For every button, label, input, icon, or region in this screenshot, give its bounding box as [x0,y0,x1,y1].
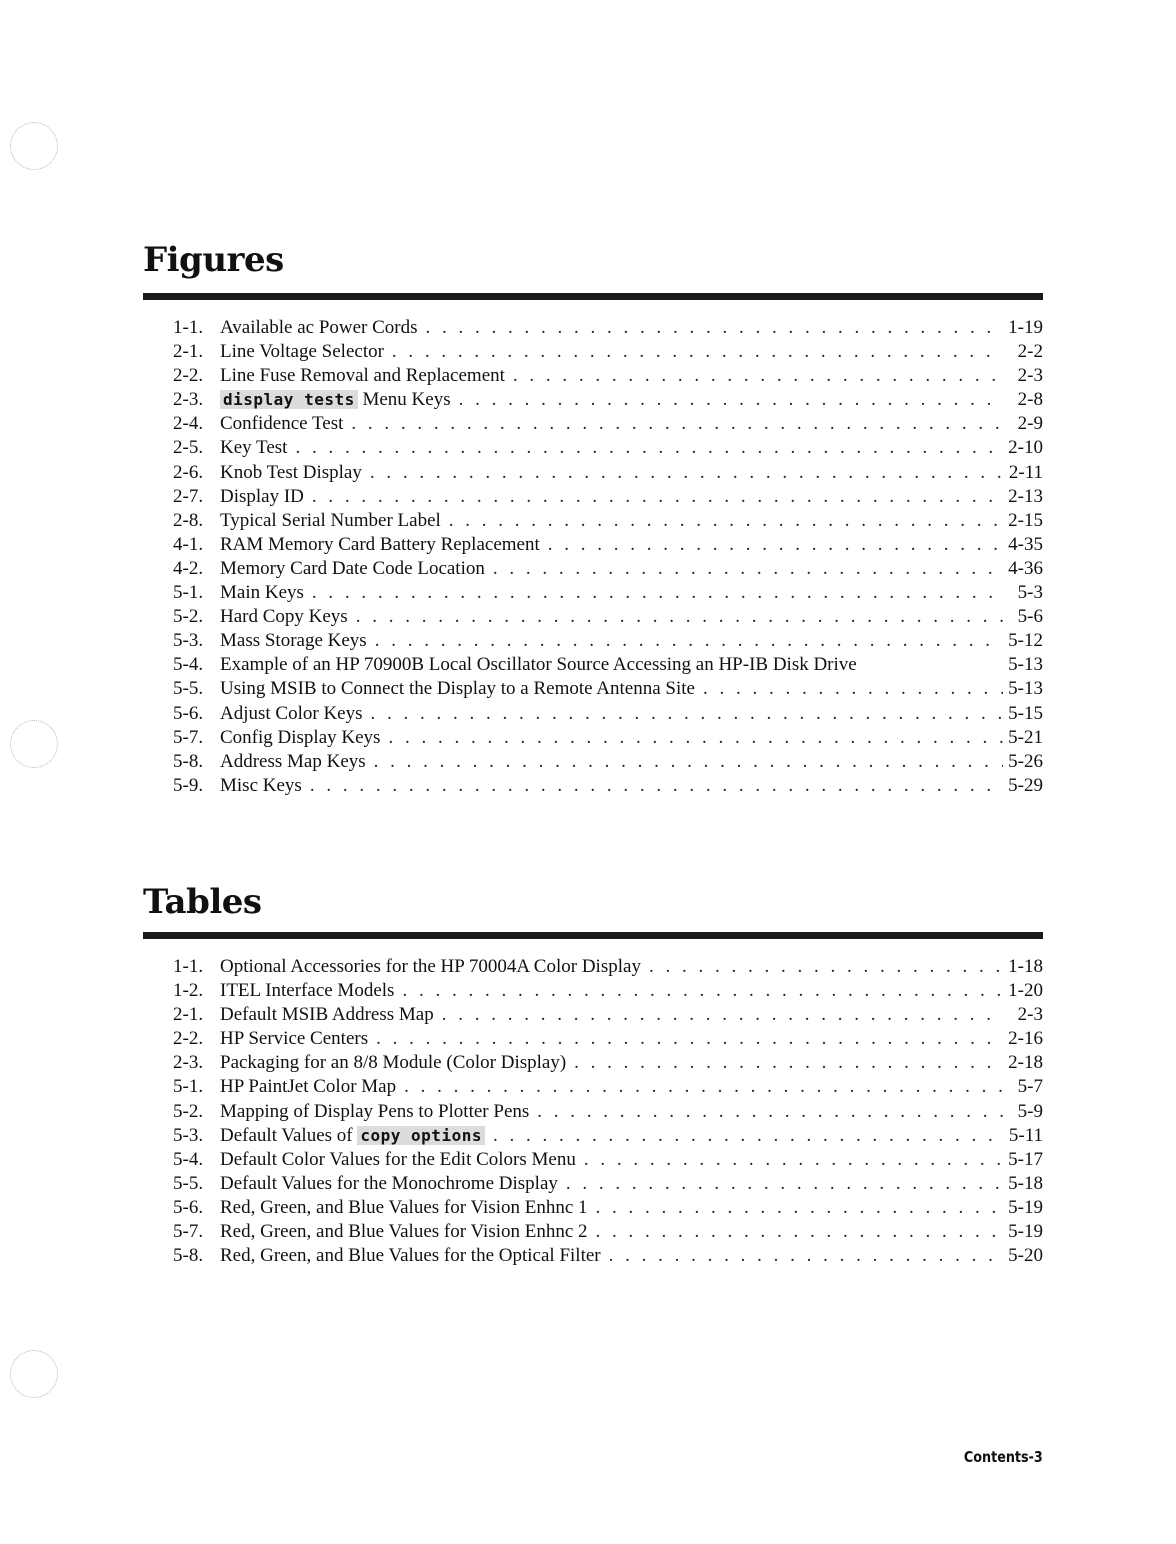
leader-dots [695,677,1003,701]
entry-title-text: Default Values for the Monochrome Display [220,1172,558,1194]
entry-title-text: Misc Keys [220,774,302,796]
punch-hole-bottom [10,1350,58,1398]
entry-title-text: HP Service Centers [220,1028,369,1050]
entry-title-text: Example of an HP 70900B Local Oscillator Source Accessing an HP-IB Disk Drive [220,654,857,676]
entry-title [220,340,384,364]
entry-title [220,1172,558,1196]
toc-entry[interactable] [173,726,1043,750]
leader-dots [540,533,1003,557]
toc-entry[interactable] [173,1075,1043,1099]
toc-entry[interactable] [173,1100,1043,1124]
leader-dots [367,629,1003,653]
entry-title [220,677,695,701]
tables-list [173,955,1043,1268]
leader-dots [366,750,1003,774]
toc-entry[interactable] [173,774,1043,798]
entry-page: 2-3 [1017,1004,1043,1026]
entry-title [220,1148,576,1172]
entry-page: 5-26 [1008,750,1043,772]
entry-title-text: Hard Copy Keys [220,606,348,628]
entry-page: 5-6 [1017,606,1043,628]
entry-title [220,533,540,557]
entry-page: 5-13 [1008,678,1043,700]
leader-dots [287,436,1003,460]
entry-title [220,1244,601,1268]
leader-dots [529,1100,1003,1124]
entry-number: 2-2. [173,1028,204,1050]
entry-page: 5-12 [1008,630,1043,652]
entry-page: 2-18 [1008,1052,1043,1074]
entry-title [220,629,367,653]
entry-number: 2-1. [173,341,204,363]
entry-page: 4-36 [1008,557,1043,579]
entry-number: 5-7. [173,1221,204,1243]
entry-number: 2-2. [173,365,204,387]
toc-entry[interactable] [173,316,1043,340]
leader-dots [441,509,1003,533]
toc-entry[interactable] [173,1124,1043,1148]
entry-title [220,726,380,750]
entry-page: 2-9 [1017,413,1043,435]
leader-dots [576,1148,1003,1172]
entry-title [220,955,641,979]
tables-rule [143,932,1043,939]
entry-title [220,436,287,460]
entry-title-text: Display ID [220,485,304,507]
toc-entry[interactable] [173,436,1043,460]
entry-number: 5-9. [173,774,204,796]
entry-title-text: Memory Card Date Code Location [220,557,485,579]
entry-page: 5-3 [1017,582,1043,604]
entry-number: 2-3. [173,389,204,411]
toc-entry[interactable] [173,1196,1043,1220]
entry-title-text: Main Keys [220,582,304,604]
entry-number: 5-4. [173,1148,204,1170]
leader-dots [566,1051,1003,1075]
entry-page: 5-17 [1008,1148,1043,1170]
entry-title [220,412,343,436]
toc-entry[interactable] [173,557,1043,581]
toc-entry[interactable] [173,364,1043,388]
entry-title-text: Menu Keys [357,389,451,411]
toc-entry[interactable] [173,461,1043,485]
entry-title-text: Line Fuse Removal and Replacement [220,365,505,387]
entry-number: 5-5. [173,1172,204,1194]
entry-title-text: Default MSIB Address Map [220,1004,434,1026]
leader-dots [380,726,1003,750]
softkey-label: copy options [357,1126,485,1145]
entry-page: 2-10 [1008,437,1043,459]
entry-title [220,1220,588,1244]
entry-page: 5-13 [1008,654,1043,676]
entry-number: 2-4. [173,413,204,435]
toc-entry[interactable] [173,509,1043,533]
entry-title [220,485,304,509]
toc-entry[interactable] [173,412,1043,436]
entry-title-text: ITEL Interface Models [220,980,395,1002]
leader-dots [558,1172,1003,1196]
softkey-label: display tests [220,390,358,409]
entry-number: 5-8. [173,750,204,772]
leader-dots [418,316,1003,340]
leader-dots [368,1027,1003,1051]
entry-title-text: Packaging for an 8/8 Module (Color Display) [220,1052,567,1074]
toc-entry[interactable] [173,485,1043,509]
figures-rule [143,293,1043,300]
entry-title [220,702,363,726]
figures-heading: Figures [143,240,284,280]
leader-dots [362,461,1003,485]
leader-dots [588,1196,1003,1220]
entry-number: 5-1. [173,1076,204,1098]
entry-number: 5-1. [173,582,204,604]
entry-title [220,1003,434,1027]
entry-title-text: Address Map Keys [220,750,366,772]
leader-dots [302,774,1003,798]
toc-entry[interactable] [173,388,1043,412]
leader-dots [396,1075,1003,1099]
toc-entry[interactable] [173,533,1043,557]
entry-number: 5-3. [173,1124,204,1146]
entry-page: 5-15 [1008,702,1043,724]
leader-dots [348,605,1003,629]
entry-title-text: Line Voltage Selector [220,341,384,363]
entry-title-text: Mapping of Display Pens to Plotter Pens [220,1100,530,1122]
entry-number: 2-6. [173,461,204,483]
toc-entry[interactable] [173,1220,1043,1244]
leader-dots [641,955,1003,979]
entry-title [220,1075,396,1099]
entry-number: 4-2. [173,557,204,579]
entry-title-text: Confidence Test [220,413,344,435]
leader-dots [343,412,1003,436]
entry-page: 2-8 [1017,389,1043,411]
entry-page: 5-7 [1017,1076,1043,1098]
entry-title-text: Red, Green, and Blue Values for the Optical Filter [220,1245,601,1267]
entry-title-text: Default Values of [220,1124,358,1146]
leader-dots [434,1003,1003,1027]
toc-entry[interactable] [173,653,1043,677]
entry-title [220,388,451,412]
entry-title [220,581,304,605]
entry-page: 5-21 [1008,726,1043,748]
entry-title-text: Config Display Keys [220,726,381,748]
toc-entry[interactable] [173,1003,1043,1027]
toc-entry[interactable] [173,702,1043,726]
entry-page: 5-29 [1008,774,1043,796]
toc-entry[interactable] [173,605,1043,629]
entry-number: 1-2. [173,980,204,1002]
leader-dots [485,1124,1003,1148]
leader-dots [304,485,1003,509]
entry-number: 5-2. [173,1100,204,1122]
entry-page: 2-11 [1008,461,1043,483]
leader-dots [451,388,1003,412]
entry-number: 1-1. [173,956,204,977]
leader-dots [363,702,1004,726]
toc-entry[interactable] [173,1172,1043,1196]
entry-page: 2-3 [1017,365,1043,387]
punch-hole-middle [10,720,58,768]
entry-title [220,509,441,533]
entry-number: 5-6. [173,1196,204,1218]
tables-heading: Tables [143,882,262,922]
toc-entry[interactable] [173,955,1043,979]
entry-title-text: HP PaintJet Color Map [220,1076,397,1098]
entry-page: 2-15 [1008,509,1043,531]
entry-title [220,750,366,774]
leader-dots [384,340,1003,364]
entry-page: 5-20 [1008,1245,1043,1267]
entry-title [220,1027,368,1051]
entry-number: 5-2. [173,606,204,628]
entry-number: 5-3. [173,630,204,652]
toc-entry[interactable] [173,1027,1043,1051]
entry-page: 5-19 [1008,1196,1043,1218]
entry-title [220,653,857,677]
entry-title [220,1051,566,1075]
leader-dots [485,557,1003,581]
entry-title-text: Adjust Color Keys [220,702,363,724]
entry-page: 1-19 [1008,317,1043,338]
entry-title-text: Mass Storage Keys [220,630,367,652]
leader-dots [588,1220,1003,1244]
entry-number: 4-1. [173,533,204,555]
toc-entry[interactable] [173,750,1043,774]
entry-page: 2-2 [1017,341,1043,363]
entry-title [220,364,505,388]
toc-entry[interactable] [173,581,1043,605]
entry-title [220,1196,588,1220]
entry-number: 5-8. [173,1245,204,1267]
leader-dots [601,1244,1003,1268]
entry-title [220,774,302,798]
entry-title-text: Available ac Power Cords [220,317,418,338]
entry-number: 5-6. [173,702,204,724]
entry-number: 2-5. [173,437,204,459]
entry-number: 5-7. [173,726,204,748]
entry-page: 5-19 [1008,1221,1043,1243]
entry-page: 1-18 [1008,956,1043,977]
entry-number: 2-1. [173,1004,204,1026]
leader-dots [304,581,1003,605]
toc-entry[interactable] [173,677,1043,701]
entry-number: 2-3. [173,1052,204,1074]
entry-number: 2-8. [173,509,204,531]
entry-title-text: Default Color Values for the Edit Colors Menu [220,1148,576,1170]
entry-number: 5-5. [173,678,204,700]
entry-title-text: Key Test [220,437,288,459]
entry-title-text: Optional Accessories for the HP 70004A Color Display [220,956,641,977]
toc-entry[interactable] [173,629,1043,653]
entry-title [220,557,485,581]
leader-dots [394,979,1003,1003]
entry-page: 1-20 [1008,980,1043,1002]
entry-title-text: Knob Test Display [220,461,362,483]
entry-title-text: Using MSIB to Connect the Display to a Remote Antenna Site [220,678,695,700]
toc-entry[interactable] [173,1148,1043,1172]
toc-entry[interactable] [173,1244,1043,1268]
entry-page: 5-18 [1008,1172,1043,1194]
toc-entry[interactable] [173,979,1043,1003]
entry-title-text: Typical Serial Number Label [220,509,441,531]
entry-page: 5-9 [1017,1100,1043,1122]
figures-list [173,316,1043,798]
entry-title-text: Red, Green, and Blue Values for Vision Enhnc 2 [220,1221,588,1243]
leader-dots [505,364,1003,388]
entry-title-text: Red, Green, and Blue Values for Vision Enhnc 1 [220,1196,588,1218]
punch-hole-top [10,122,58,170]
toc-entry[interactable] [173,340,1043,364]
entry-title [220,461,362,485]
entry-page: 5-11 [1008,1124,1043,1146]
entry-title [220,1124,485,1148]
entry-page: 2-16 [1008,1028,1043,1050]
entry-title [220,605,348,629]
entry-number: 5-4. [173,654,204,676]
entry-page: 2-13 [1008,485,1043,507]
entry-title [220,1100,529,1124]
entry-title [220,316,418,340]
entry-number: 2-7. [173,485,204,507]
entry-number: 1-1. [173,317,204,338]
entry-title-text: RAM Memory Card Battery Replacement [220,533,540,555]
toc-entry[interactable] [173,1051,1043,1075]
page-number: Contents-3 [964,1448,1043,1466]
entry-page: 4-35 [1008,533,1043,555]
entry-title [220,979,394,1003]
